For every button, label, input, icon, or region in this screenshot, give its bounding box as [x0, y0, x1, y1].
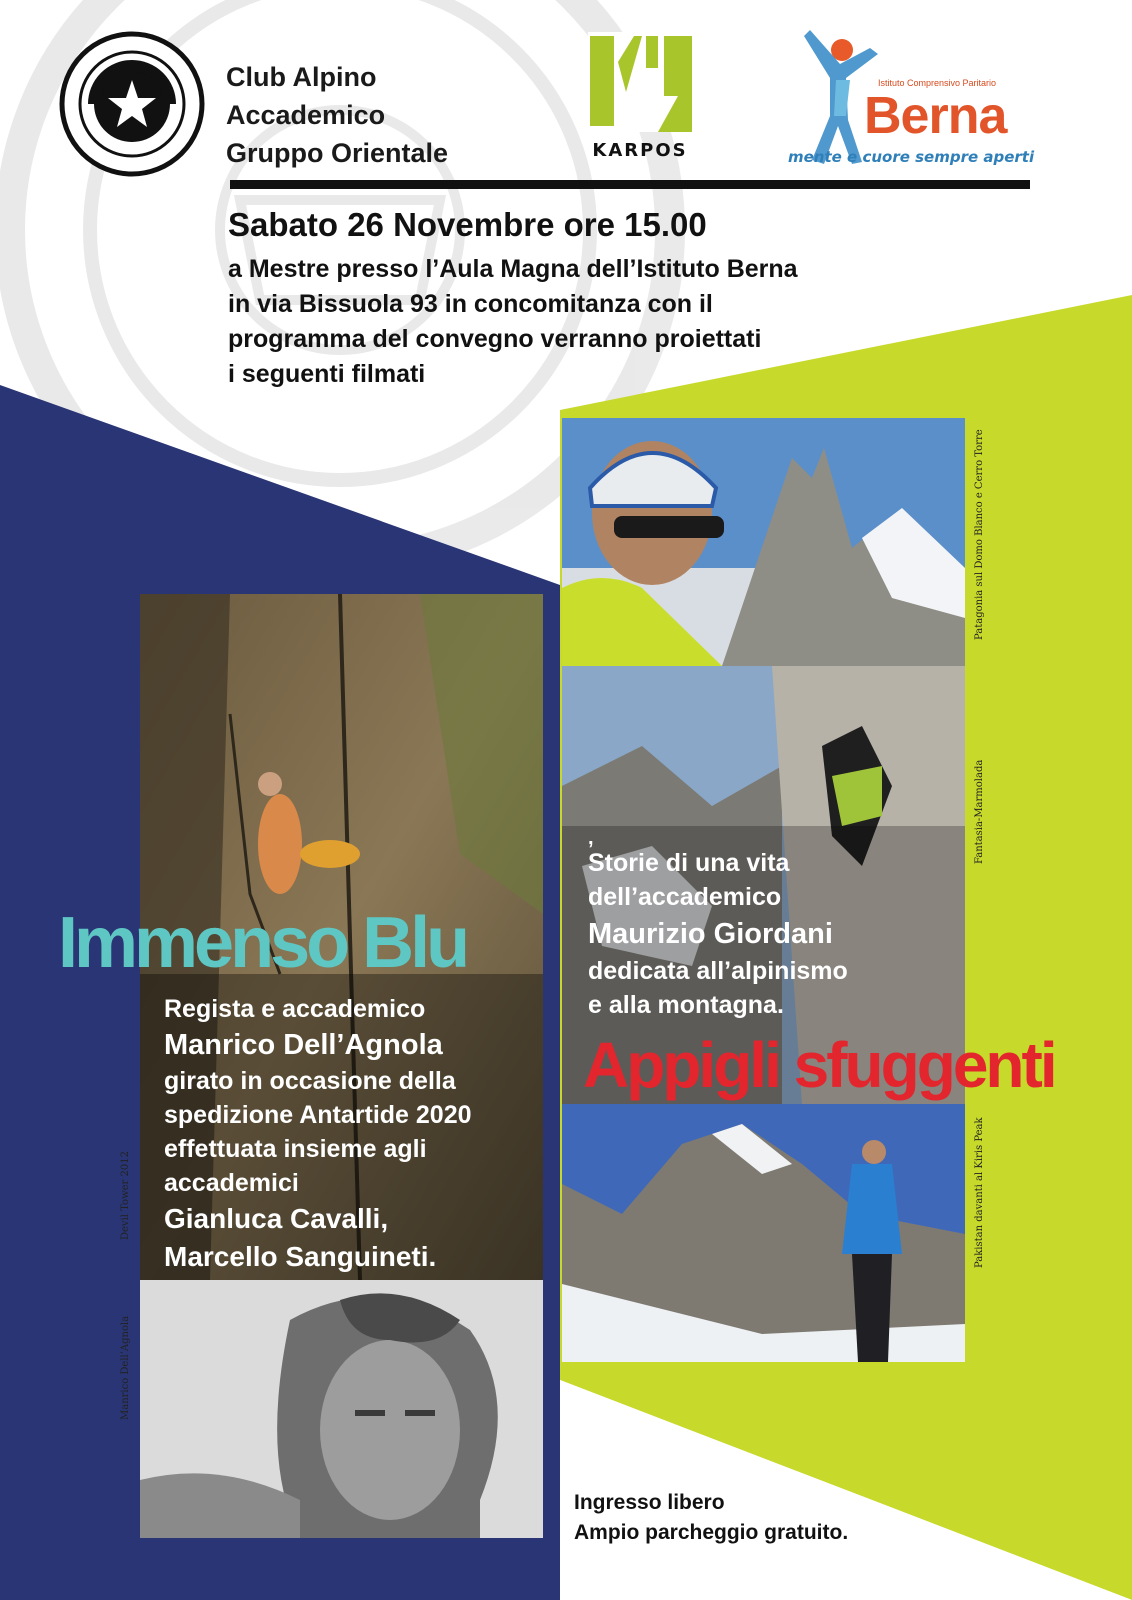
film-description-left: Regista e accademico Manrico Dell’Agnola girato in occasione della spedizione Antartide 2020 effettuata insieme agli accademici Gianluca Cavalli, Marcello Sanguineti. [164, 992, 544, 1276]
film-description-right: , Storie di una vita dell’accademico Maurizio Giordani dedicata all’alpinismo e alla montagna. [588, 830, 958, 1022]
caption-patagonia: Patagonia sul Domo Blanco e Cerro Torre [974, 429, 985, 640]
berna-logo [788, 20, 1040, 175]
caption-kiris-peak: Pakistan davanti al Kiris Peak [974, 1117, 985, 1268]
event-venue: a Mestre presso l’Aula Magna dell’Istituto Berna in via Bissuola 93 in concomitanza con il programma del convegno verranno proiettati i seguenti filmati [228, 255, 798, 388]
caption-devil-tower: Devil Tower 2012 [120, 1151, 131, 1240]
academic-name: Maurizio Giordani [588, 918, 833, 950]
event-date: Sabato 26 Novembre ore 15.00 [228, 206, 707, 243]
karpos-logo [588, 32, 698, 162]
berna-name: Berna [864, 87, 1007, 145]
photo-patagonia [562, 418, 965, 666]
caption-marmolada: Fantasia-Marmolada [974, 759, 985, 864]
berna-small-text: Istituto Comprensivo Paritario [878, 78, 997, 88]
footer-info: Ingresso libero Ampio parcheggio gratuito. [574, 1491, 849, 1544]
club-alpino-logo [58, 30, 206, 178]
caption-portrait: Manrico Dell’Agnola [120, 1315, 131, 1420]
film-title-appigli-sfuggenti: Appigli sfuggenti [583, 1029, 1055, 1101]
header-rule [230, 180, 1030, 189]
photo-portrait-dellagnola [140, 1280, 543, 1538]
photo-kiris-peak [562, 1104, 965, 1362]
club-name: Club Alpino Accademico Gruppo Orientale [226, 62, 449, 168]
berna-tagline: mente e cuore sempre aperti [788, 148, 1035, 166]
karpos-wordmark: KARPOS [592, 140, 688, 161]
film-title-immenso-blu: Immenso Blu [58, 903, 467, 983]
director-name: Manrico Dell’Agnola [164, 1029, 443, 1061]
